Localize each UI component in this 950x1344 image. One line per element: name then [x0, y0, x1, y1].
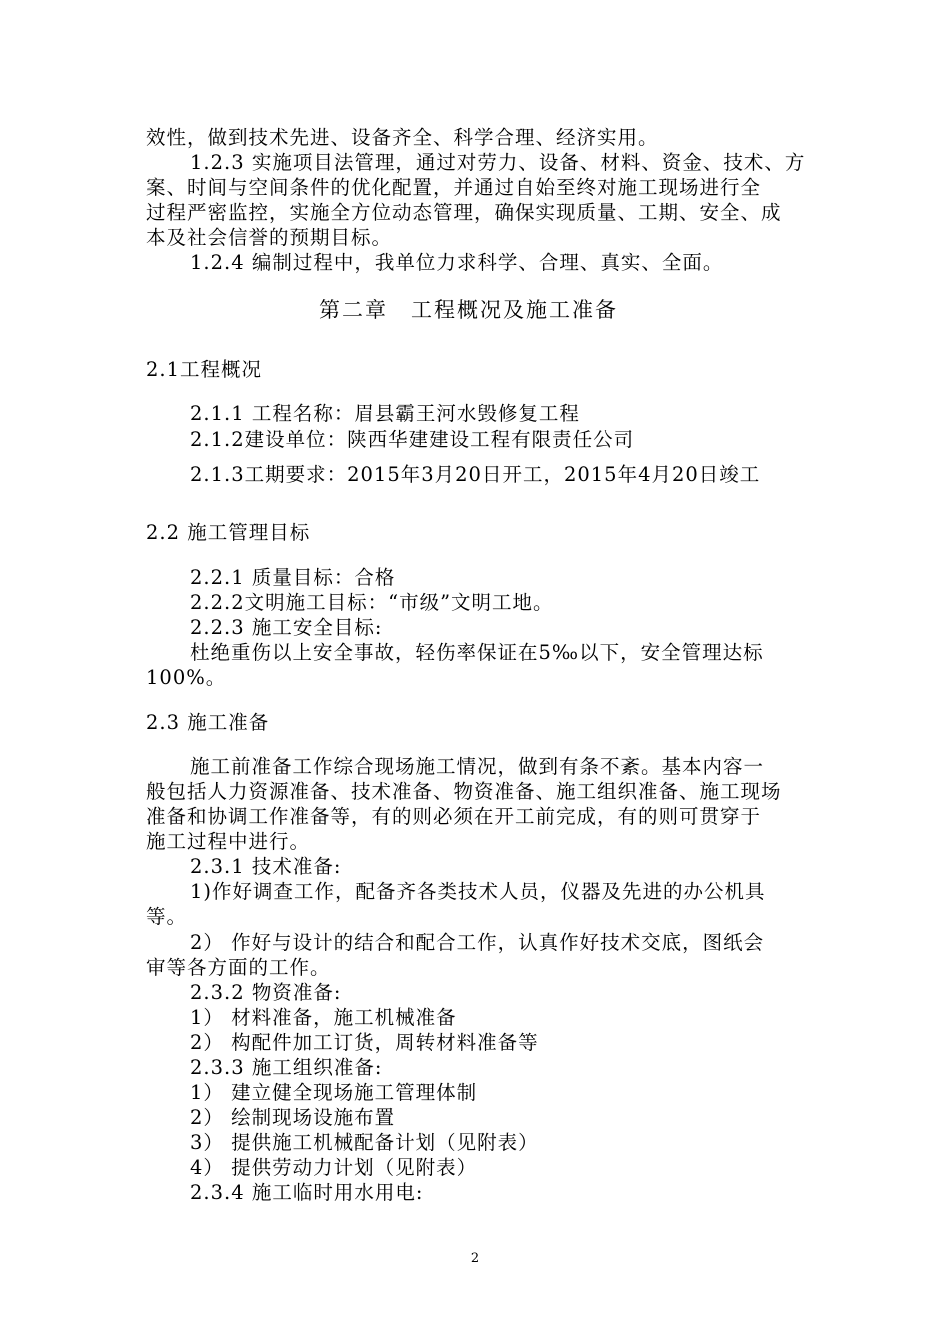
text-line: 3） 提供施工机械配备计划（见附表）: [190, 1131, 539, 1154]
text-line: 2.3.3 施工组织准备:: [190, 1056, 383, 1079]
text-line: 4） 提供劳动力计划（见附表）: [190, 1156, 478, 1179]
text-line: 1)作好调查工作，配备齐各类技术人员，仪器及先进的办公机具: [190, 880, 766, 903]
text-line: 等。: [146, 905, 188, 928]
text-line: 施工过程中进行。: [146, 830, 311, 853]
text-line: 1） 材料准备，施工机械准备: [190, 1006, 457, 1029]
text-line: 审等各方面的工作。: [146, 956, 331, 979]
text-line: 2） 作好与设计的结合和配合工作，认真作好技术交底，图纸会: [190, 931, 765, 954]
text-line: 杜绝重伤以上安全事故，轻伤率保证在5‰以下，安全管理达标: [190, 641, 764, 664]
text-line: 2.2.1 质量目标：合格: [190, 566, 396, 589]
text-line: 2.1.1 工程名称：眉县霸王河水毁修复工程: [190, 402, 580, 425]
text-line: 2） 绘制现场设施布置: [190, 1106, 396, 1129]
text-line: 准备和协调工作准备等，有的则必须在开工前完成，有的则可贯穿于: [146, 805, 762, 828]
text-line: 2） 构配件加工订货，周转材料准备等: [190, 1031, 539, 1054]
text-line: 2.3.2 物资准备:: [190, 981, 342, 1004]
text-line: 过程严密监控，实施全方位动态管理，确保实现质量、工期、安全、成: [146, 201, 782, 224]
text-line: 效性，做到技术先进、设备齐全、科学合理、经济实用。: [146, 126, 659, 149]
text-line: 100%。: [146, 666, 227, 689]
text-line: 2.1.2建设单位：陕西华建建设工程有限责任公司: [190, 428, 635, 451]
text-line: 本及社会信誉的预期目标。: [146, 226, 393, 249]
text-line: 案、时间与空间条件的优化配置，并通过自始至终对施工现场进行全: [146, 176, 762, 199]
text-line: 1.2.3 实施项目法管理，通过对劳力、设备、材料、资金、技术、方: [190, 151, 806, 174]
text-line: 1） 建立健全现场施工管理体制: [190, 1081, 478, 1104]
chapter-heading: 第二章 工程概况及施工准备: [319, 298, 618, 322]
text-line: 2.2.2文明施工目标：“市级”文明工地。: [190, 591, 554, 614]
text-line: 2.1.3工期要求：2015年3月20日开工，2015年4月20日竣工: [190, 463, 761, 486]
text-line: 1.2.4 编制过程中，我单位力求科学、合理、真实、全面。: [190, 251, 724, 274]
section-heading: 2.3 施工准备: [146, 711, 270, 734]
text-line: 2.2.3 施工安全目标:: [190, 616, 383, 639]
page-number: 2: [470, 1251, 480, 1266]
section-heading: 2.1工程概况: [146, 358, 263, 381]
text-line: 2.3.4 施工临时用水用电:: [190, 1181, 424, 1204]
text-line: 2.3.1 技术准备:: [190, 855, 342, 878]
text-line: 施工前准备工作综合现场施工情况，做到有条不紊。基本内容一: [190, 755, 765, 778]
section-heading: 2.2 施工管理目标: [146, 521, 311, 544]
text-line: 般包括人力资源准备、技术准备、物资准备、施工组织准备、施工现场: [146, 780, 782, 803]
